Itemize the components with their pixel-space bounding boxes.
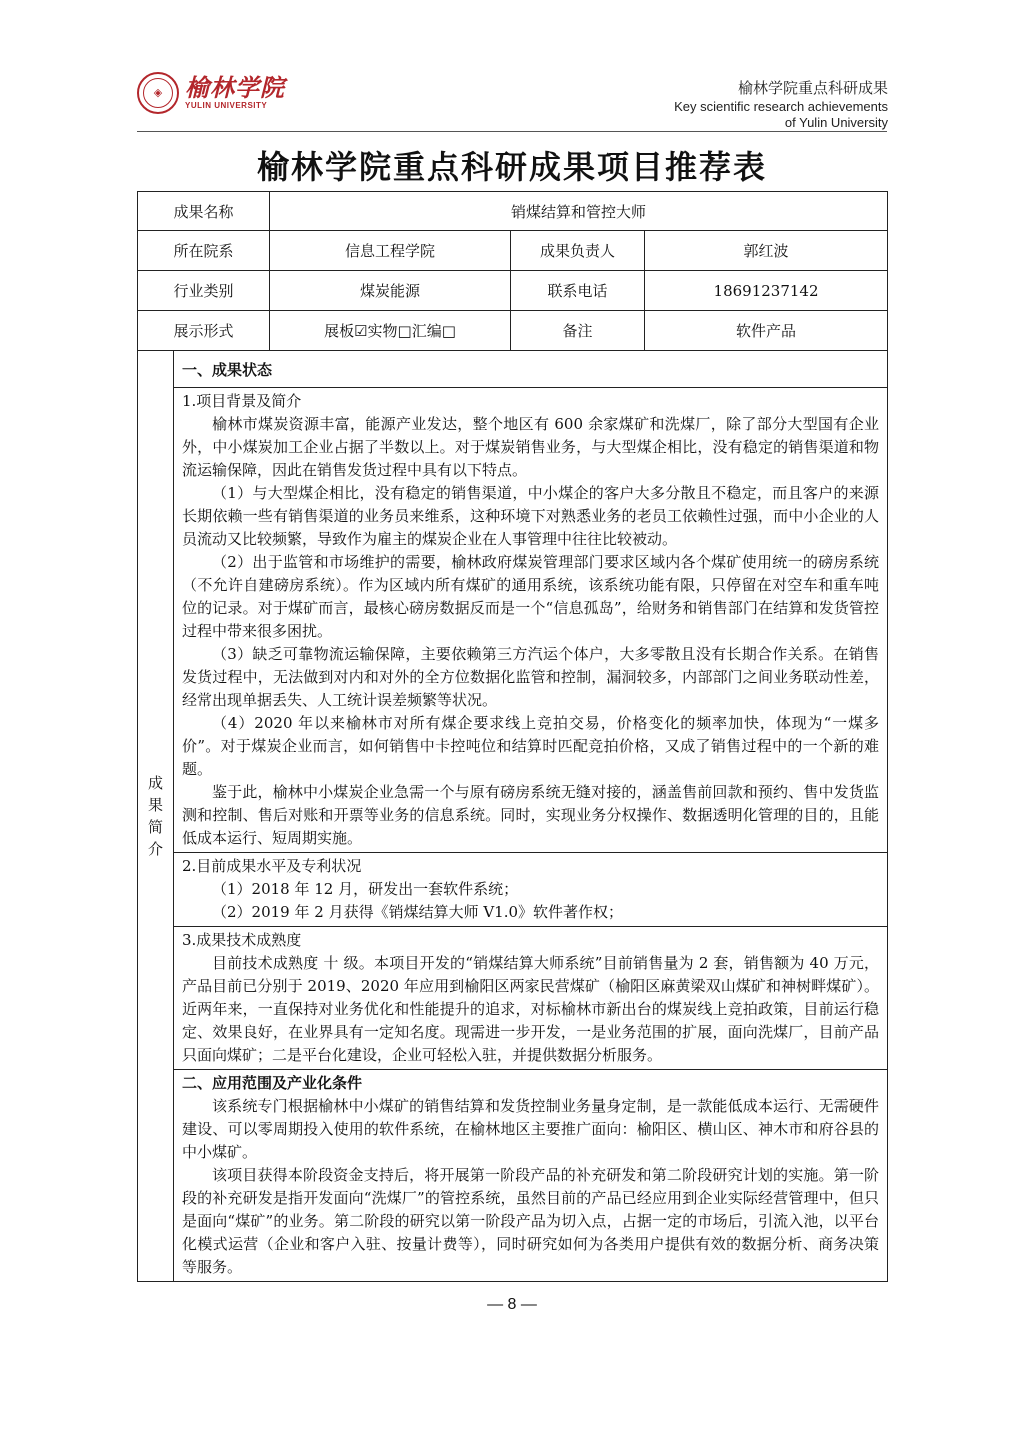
header-caption-cn: 榆林学院重点科研成果 [737,80,888,97]
table-row [138,853,888,927]
background-heading: 1.项目背景及简介 [182,392,302,410]
paragraph: 鉴于此，榆林中小煤炭企业急需一个与原有磅房系统无缝对接的，涵盖售前回款和预约、售中发货监测和控制、售后对账和开票等业务的信息系统。同时，实现业务分权操作、数据透明化管理的目的，且能低成本运行、短周期实施。 [182,783,880,847]
seal-icon: ◈ [137,72,179,114]
industry-label: 行业类别 [138,271,270,311]
level-heading: 2.目前成果水平及专利状况 [182,857,362,875]
application-block [174,1070,888,1282]
dept-label: 所在院系 [138,231,270,271]
table-row [138,351,888,388]
note-label: 备注 [511,311,645,351]
note-value: 软件产品 [645,311,888,351]
page-title: 榆林学院重点科研成果项目推荐表 [256,148,767,186]
header-caption-en-1: Key scientific research achievements [674,99,888,114]
maturity-block [174,927,888,1070]
recommendation-table [137,191,888,1282]
leader-label: 成果负责人 [511,231,645,271]
background-block [174,388,888,853]
header-divider [137,131,887,132]
maturity-heading: 3.成果技术成熟度 [182,931,302,949]
table-row [138,271,888,311]
table-row [138,927,888,1070]
paragraph: （2）出于监管和市场维护的需要，榆林政府煤炭管理部门要求区域内各个煤矿使用统一的磅房系统（不允许自建磅房系统）。作为区域内所有煤矿的通用系统，该系统功能有限，只停留在对空车和重车吨位的记录。对于煤矿而言，最核心磅房数据反而是一个“信息孤岛”，给财务和销售部门在结算和发货管控过程中带来很多困扰。 [182,553,880,640]
section-1-title: 一、成果状态 [174,351,888,388]
header-caption [674,79,888,131]
level-block [174,853,888,927]
table-row [138,192,888,231]
table-row [138,311,888,351]
university-logo [137,72,285,114]
logo-cn-text: 榆林学院 [185,73,285,102]
paragraph: 该项目获得本阶段资金支持后，将开展第一阶段产品的补充研发和第二阶段研究计划的实施。第一阶段的补充研发是指开发面向“洗煤厂”的管控系统，虽然目前的产品已经应用到企业实际经营管理中，但只是面向“煤矿”的业务。第二阶段的研究以第一阶段产品为切入点，占据一定的市场后，引流入池，以平台化模式运营（企业和客户入驻、按量计费等），同时研究如何为各类用户提供有效的数据分析、商务决策等服务。 [182,1166,880,1276]
display-label: 展示形式 [138,311,270,351]
phone-value: 18691237142 [645,271,888,311]
display-value: 展板☑实物□汇编□ [270,311,511,351]
paragraph: 目前技术成熟度 十 级。本项目开发的“销煤结算大师系统”目前销售量为 2 套，销售额为 40 万元，产品目前已分别于 2019、2020 年应用到榆阳区两家民营煤矿（榆阳区麻黄梁双山煤矿和神树畔煤矿）。近两年来，一直保持对业务优化和性能提升的追求，对标榆林市新出台的煤炭线上竞拍政策，目前运行稳定、效果良好，在业界具有一定知名度。现需进一步开发，一是业务范围的扩展，面向洗煤厂，目前产品只面向煤矿；二是平台化建设，企业可轻松入驻，并提供数据分析服务。 [182,954,880,1064]
phone-label: 联系电话 [511,271,645,311]
logo-en-text: YULIN UNIVERSITY [185,101,268,110]
industry-value: 煤炭能源 [270,271,511,311]
paragraph: （4）2020 年以来榆林市对所有煤企要求线上竞拍交易，价格变化的频率加快，体现为“一煤多价”。对于煤炭企业而言，如何销售中卡控吨位和结算时匹配竞拍价格，又成了销售过程中的一个新的难题。 [182,714,880,778]
name-label: 成果名称 [138,192,270,231]
table-row [138,388,888,853]
leader-value: 郭红波 [645,231,888,271]
section-2-title: 二、应用范围及产业化条件 [182,1074,363,1092]
summary-side-label: 成 果 简 介 [138,351,174,1282]
paragraph: （2）2019 年 2 月获得《销煤结算大师 V1.0》软件著作权； [212,903,624,921]
page-number: — 8 — [487,1296,537,1313]
page-header [0,0,1024,140]
dept-value: 信息工程学院 [270,231,511,271]
paragraph: （1）2018 年 12 月，研发出一套软件系统； [212,880,519,898]
header-caption-en-2: of Yulin University [784,115,888,130]
name-value: 销煤结算和管控大师 [270,192,888,231]
table-row [138,231,888,271]
paragraph: （1）与大型煤企相比，没有稳定的销售渠道，中小煤企的客户大多分散且不稳定，而且客户的来源长期依赖一些有销售渠道的业务员来维系，这种环境下对熟悉业务的老员工依赖性过强，而中小企业的人员流动又比较频繁，导致作为雇主的煤炭企业在人事管理中往往比较被动。 [182,484,880,548]
paragraph: 该系统专门根据榆林中小煤矿的销售结算和发货控制业务量身定制，是一款能低成本运行、无需硬件建设、可以零周期投入使用的软件系统，在榆林地区主要推广面向：榆阳区、横山区、神木市和府谷县的中小煤矿。 [182,1097,880,1161]
table-row [138,1070,888,1282]
paragraph: 榆林市煤炭资源丰富，能源产业发达，整个地区有 600 余家煤矿和洗煤厂，除了部分大型国有企业外，中小煤炭加工企业占据了半数以上。对于煤炭销售业务，与大型煤企相比，没有稳定的销售渠道和物流运输保障，因此在销售发货过程中具有以下特点。 [182,415,880,479]
paragraph: （3）缺乏可靠物流运输保障，主要依赖第三方汽运个体户，大多零散且没有长期合作关系。在销售发货过程中，无法做到对内和对外的全方位数据化监管和控制，漏洞较多，内部部门之间业务联动性差，经常出现单据丢失、人工统计误差频繁等状况。 [182,645,880,709]
